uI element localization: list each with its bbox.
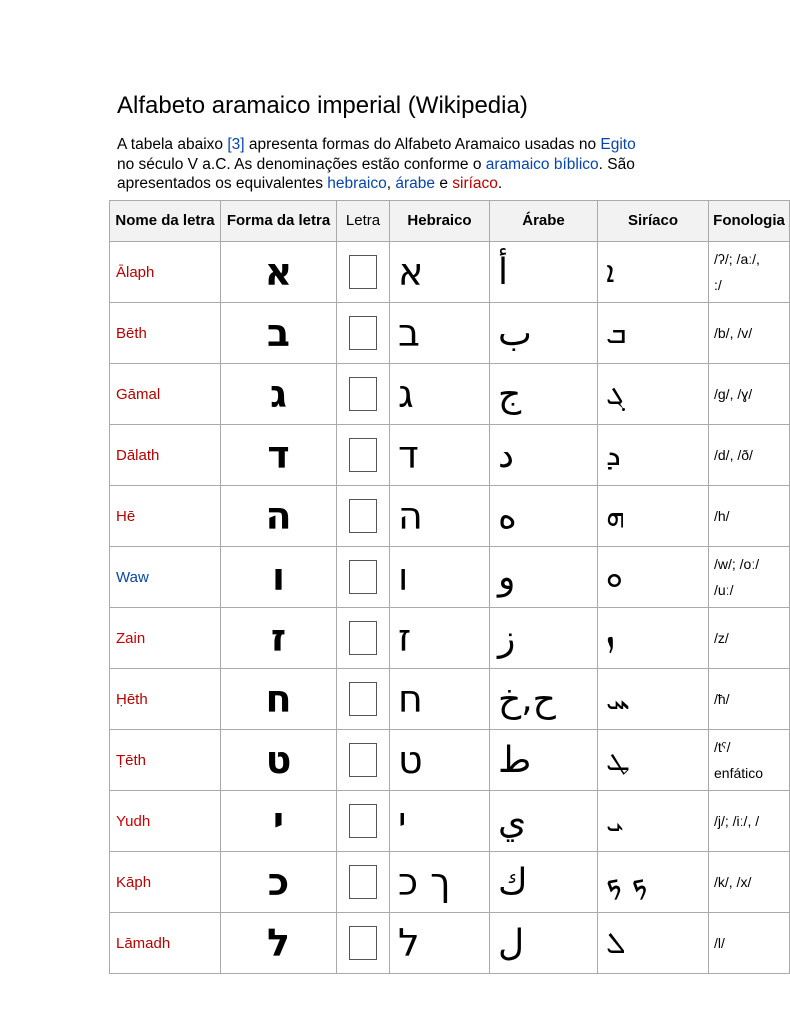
arabic-letter: ي [490, 791, 598, 852]
page-title: Alfabeto aramaico imperial (Wikipedia) [117, 92, 528, 119]
hebrew-letter: ב [390, 303, 490, 364]
phonology-line-1: /l/ [714, 935, 725, 951]
letter-cell [337, 242, 390, 303]
hebrew-letter: ח [390, 669, 490, 730]
letter-form-glyph: י [221, 791, 337, 852]
phonology-cell [709, 791, 790, 852]
letter-name-cell [110, 486, 221, 547]
header-siriaco: Siríaco [598, 201, 709, 242]
hebrew-letter: ז [390, 608, 490, 669]
letter-name-cell [110, 852, 221, 913]
letter-name-cell [110, 608, 221, 669]
hebraico-link[interactable]: hebraico [327, 175, 387, 192]
table-row [110, 852, 790, 913]
letter-box[interactable] [349, 682, 377, 716]
phonology-cell [709, 242, 790, 303]
letter-cell [337, 730, 390, 791]
arabic-letter: ح,خ [490, 669, 598, 730]
table-row [110, 486, 790, 547]
letter-box[interactable] [349, 316, 377, 350]
syriac-letter: ܙ [598, 608, 709, 669]
letter-form-glyph: ט [221, 730, 337, 791]
letter-box[interactable] [349, 438, 377, 472]
letter-cell [337, 486, 390, 547]
phonology-cell [709, 913, 790, 974]
arabic-letter: ه [490, 486, 598, 547]
arabic-letter: ل [490, 913, 598, 974]
arabic-letter: ط [490, 730, 598, 791]
letter-name-link[interactable]: Ḥēth [116, 690, 148, 708]
letter-box[interactable] [349, 499, 377, 533]
phonology-line-1: /d/, /ð/ [714, 447, 753, 463]
header-nome-da-letra: Nome da letra [110, 201, 221, 242]
letter-form-glyph: ח [221, 669, 337, 730]
phonology-cell [709, 608, 790, 669]
phonology-line-2: enfático [714, 765, 764, 781]
letter-form-glyph: ו [221, 547, 337, 608]
phonology-line-1: /b/, /v/ [714, 325, 753, 341]
intro-text-6: e [435, 175, 453, 192]
letter-name-cell [110, 364, 221, 425]
phonology-cell [709, 669, 790, 730]
syriac-letter: ܗ [598, 486, 709, 547]
hebrew-letter: ו [390, 547, 490, 608]
letter-form-glyph: ז [221, 608, 337, 669]
letter-form-glyph: כ [221, 852, 337, 913]
arabic-letter: أ [490, 242, 598, 303]
letter-name-cell [110, 913, 221, 974]
arabic-letter: و [490, 547, 598, 608]
letter-name-cell [110, 303, 221, 364]
letter-name-link[interactable]: Yudh [116, 812, 151, 830]
letter-form-glyph: ב [221, 303, 337, 364]
intro-text-5: , [386, 175, 396, 192]
hebrew-letter: ל [390, 913, 490, 974]
phonology-line-2: :/ [714, 277, 722, 293]
hebrew-letter: ד [390, 425, 490, 486]
hebrew-letter: ג [390, 364, 490, 425]
letter-box[interactable] [349, 865, 377, 899]
syriac-letter: ܛ [598, 730, 709, 791]
letter-name-cell [110, 242, 221, 303]
letter-box[interactable] [349, 926, 377, 960]
arabic-letter: ب [490, 303, 598, 364]
phonology-line-1: /k/, /x/ [714, 874, 752, 890]
intro-text-7: . [497, 175, 503, 192]
header-arabe: Árabe [490, 201, 598, 242]
letter-form-glyph: ה [221, 486, 337, 547]
syriac-letter: ܘ [598, 547, 709, 608]
phonology-line-1: /w/; /oː/ [714, 556, 760, 572]
table-row [110, 242, 790, 303]
letter-name-cell [110, 791, 221, 852]
hebrew-letter: א [390, 242, 490, 303]
siriaco-link[interactable]: siríaco [452, 175, 498, 192]
letter-name-link[interactable]: Ṭēth [116, 751, 147, 769]
syriac-letter: ܚ [598, 669, 709, 730]
syriac-letter: ܐ [598, 242, 709, 303]
letter-box[interactable] [349, 560, 377, 594]
letter-cell [337, 852, 390, 913]
letter-name-link[interactable]: Ālaph [116, 263, 155, 281]
letter-box[interactable] [349, 804, 377, 838]
syriac-letter: ܓ [598, 364, 709, 425]
letter-box[interactable] [349, 743, 377, 777]
phonology-cell [709, 303, 790, 364]
phonology-cell [709, 364, 790, 425]
letter-name-link[interactable]: Bēth [116, 324, 147, 342]
letter-form-glyph: א [221, 242, 337, 303]
intro-paragraph [117, 135, 657, 194]
phonology-cell [709, 547, 790, 608]
letter-name-link[interactable]: Dālath [116, 446, 160, 464]
hebrew-letter: י [390, 791, 490, 852]
header-hebraico: Hebraico [390, 201, 490, 242]
hebrew-letter: ך כ [390, 852, 490, 913]
letter-box[interactable] [349, 621, 377, 655]
letter-name-cell [110, 669, 221, 730]
header-fonologia: Fonologia [709, 201, 790, 242]
arabic-letter: ز [490, 608, 598, 669]
letter-box[interactable] [349, 377, 377, 411]
phonology-line-1: /j/; /iː/, / [714, 813, 760, 829]
table-row [110, 547, 790, 608]
table-row [110, 364, 790, 425]
letter-box[interactable] [349, 255, 377, 289]
letter-name-cell [110, 730, 221, 791]
phonology-line-1: /h/ [714, 508, 730, 524]
phonology-cell [709, 730, 790, 791]
table-row [110, 425, 790, 486]
phonology-line-1: /z/ [714, 630, 729, 646]
letter-cell [337, 364, 390, 425]
reference-link[interactable]: [3] [227, 136, 245, 153]
table-row [110, 791, 790, 852]
arabe-link[interactable]: árabe [395, 175, 436, 192]
table-row [110, 669, 790, 730]
letter-cell [337, 547, 390, 608]
syriac-letter: ܒ [598, 303, 709, 364]
table-row [110, 913, 790, 974]
arabic-letter: د [490, 425, 598, 486]
header-letra: Letra [337, 201, 390, 242]
letter-cell [337, 425, 390, 486]
syriac-letter: ܕ [598, 425, 709, 486]
letter-form-glyph: ל [221, 913, 337, 974]
table-header-row [110, 201, 790, 242]
letter-form-glyph: ד [221, 425, 337, 486]
letter-name-cell [110, 425, 221, 486]
letter-name-link[interactable]: Kāph [116, 873, 152, 891]
aramaico-biblico-link[interactable]: aramaico bíblico [485, 155, 599, 173]
alphabet-table [109, 200, 790, 974]
table-row [110, 730, 790, 791]
hebrew-letter: ה [390, 486, 490, 547]
intro-text-1: A tabela abaixo [117, 136, 228, 153]
phonology-cell [709, 852, 790, 913]
letter-name-link[interactable]: Gāmal [116, 385, 161, 403]
letter-name-link[interactable]: Waw [116, 568, 149, 586]
phonology-line-1: /tˤ/ [714, 739, 731, 755]
letter-form-glyph: ג [221, 364, 337, 425]
hebrew-letter: ט [390, 730, 490, 791]
syriac-letter: ܠ [598, 913, 709, 974]
phonology-line-2: /uː/ [714, 582, 734, 598]
letter-cell [337, 913, 390, 974]
letter-cell [337, 608, 390, 669]
intro-text-3: no século V a.C. As denominações estão conforme o [117, 155, 486, 173]
syriac-letter: ܟ ܟ [598, 852, 709, 913]
intro-text-4: . São apresentados os equivalentes [117, 155, 635, 192]
table-row [110, 303, 790, 364]
phonology-cell [709, 486, 790, 547]
arabic-letter: ك [490, 852, 598, 913]
phonology-line-1: /ʔ/; /aː/, [714, 251, 760, 267]
syriac-letter: ܝ [598, 791, 709, 852]
letter-cell [337, 791, 390, 852]
header-forma-da-letra: Forma da letra [221, 201, 337, 242]
letter-cell [337, 669, 390, 730]
phonology-line-1: /g/, /ɣ/ [714, 386, 753, 402]
letter-name-link[interactable]: Zain [116, 629, 146, 647]
letter-name-link[interactable]: Hē [116, 507, 136, 525]
arabic-letter: ج [490, 364, 598, 425]
letter-name-link[interactable]: Lāmadh [116, 934, 171, 952]
phonology-line-1: /ħ/ [714, 691, 730, 707]
phonology-cell [709, 425, 790, 486]
letter-cell [337, 303, 390, 364]
letter-name-cell [110, 547, 221, 608]
egito-link[interactable]: Egito [600, 136, 636, 153]
table-row [110, 608, 790, 669]
intro-text-2: apresenta formas do Alfabeto Aramaico usadas no [244, 136, 601, 153]
